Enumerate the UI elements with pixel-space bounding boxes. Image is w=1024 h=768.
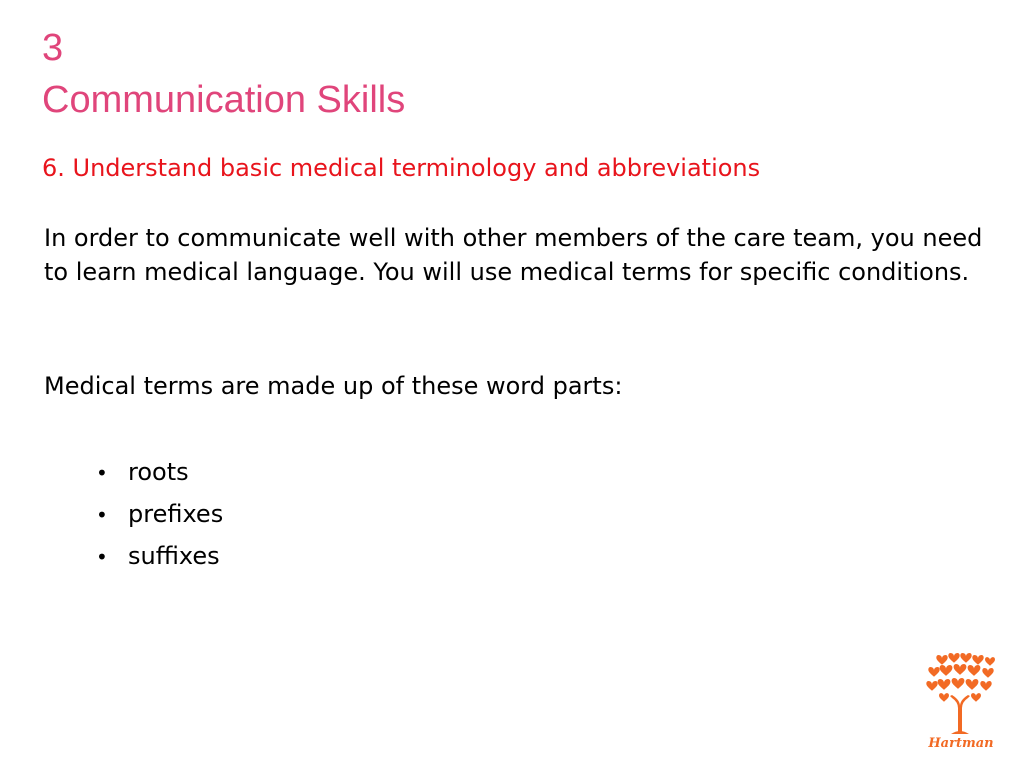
list-item — [96, 536, 223, 578]
chapter-title: Communication Skills — [42, 79, 406, 121]
bullet-icon: • — [96, 461, 108, 485]
list-item — [96, 494, 223, 536]
word-parts-paragraph: Medical terms are made up of these word parts: — [44, 372, 623, 400]
bullet-icon: • — [96, 503, 108, 527]
chapter-number: 3 — [42, 27, 64, 69]
list-item-label: roots — [128, 458, 189, 486]
bullet-icon: • — [96, 545, 108, 569]
intro-paragraph: In order to communicate well with other members of the care team, you need to learn medical language. You will use medical terms for specific conditions. — [44, 224, 983, 286]
heart-tree-icon — [918, 650, 1004, 736]
logo-text: Hartman — [928, 736, 994, 751]
list-item-label: prefixes — [128, 500, 224, 528]
list-item-label: suffixes — [128, 542, 220, 570]
section-heading: 6. Understand basic medical terminology and abbreviations — [42, 154, 761, 182]
hartman-logo — [918, 650, 1004, 756]
list-item — [96, 452, 223, 494]
word-parts-list — [96, 452, 223, 578]
